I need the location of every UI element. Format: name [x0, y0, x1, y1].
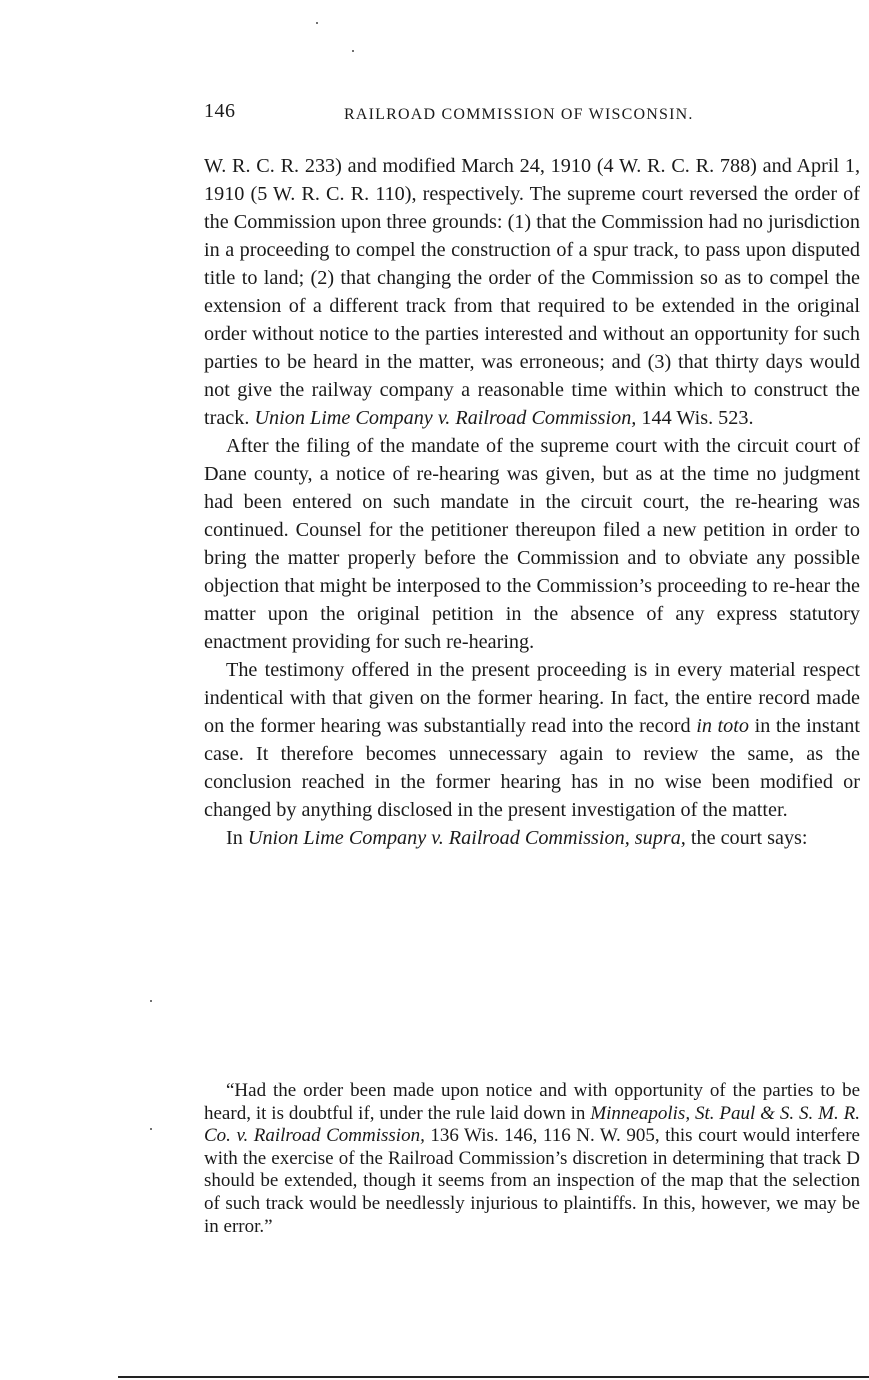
paragraph-2-text: After the filing of the mandate of the supreme court with the circuit court of Dane county, a notice of re-hearing was given, but as at the time no judgment had been entered on such mandate in the circuit court, the re-hearing was continued. Counsel for the petitioner thereupon filed a new petition in order to bring the matter properly before the Commission and to obviate any possible objection that might be interposed to the Commission’s proceeding to re-hear the matter upon the original petition in the absence of any express statutory enactment providing for such re-hearing. — [204, 435, 860, 653]
quote-paragraph — [204, 1080, 860, 1238]
quote-text-b: 136 Wis. 146, 116 N. W. 905, this court would interfere with the exercise of the Railroad Commission’s discretion in determining that track D should be extended, though it seems from an inspection of the map that the selection of such track would be needlessly injurious to plaintiffs. In this, however, we may be in error.” — [204, 1125, 860, 1237]
paragraph-2 — [204, 432, 860, 656]
latin-phrase: in toto — [696, 715, 749, 737]
paragraph-1-text-b: 144 Wis. 523. — [636, 407, 754, 429]
scan-speck — [352, 50, 354, 52]
paragraph-4-text-b: the court says: — [685, 827, 808, 849]
page-header — [204, 100, 724, 130]
paragraph-3 — [204, 656, 860, 824]
case-citation-union-lime: Union Lime Company v. Railroad Commission, — [254, 407, 637, 429]
case-citation-supra: Union Lime Company v. Railroad Commission, supra, — [247, 827, 686, 849]
paragraph-1-text-a: W. R. C. R. 233) and modified March 24, 1910 (4 W. R. C. R. 788) and April 1, 1910 (5 W. R. C. R. 110), respectively. The supreme court reversed the order of the Commission upon three grounds: (1) that the Commission had no jurisdiction in a proceeding to compel the construction of a spur track, to pass upon disputed title to land; (2) that changing the order of the Commission so as to compel the extension of a different track from that required to be extended in the original order without notice to the parties interested and without an opportunity for such parties to be heard in the matter, was erroneous; and (3) that thirty days would not give the railway company a reasonable time within which to construct the track. — [204, 155, 860, 429]
paragraph-3-text-b: in the instant case. It therefore becomes unnecessary again to review the same, as the conclusion reached in the former hearing has in no wise been modified or changed by anything disclosed in the present investigation of the matter. — [204, 715, 860, 821]
case-citation-minneapolis: Minneapolis, St. Paul & S. S. M. R. Co. v. Railroad Commission, — [204, 1102, 860, 1147]
quote-text-a: “Had the order been made upon notice and with opportunity of the parties to be heard, it is doubtful if, under the rule laid down in — [204, 1080, 860, 1124]
scan-speck — [150, 1128, 152, 1130]
scan-speck — [316, 22, 318, 24]
paragraph-4-text-a: In — [226, 827, 248, 849]
page-number: 146 — [204, 100, 236, 122]
paragraph-3-text-a: The testimony offered in the present proceeding is in every material respect indentical with that given on the former hearing. In fact, the entire record made on the former hearing was substantially read into the record — [204, 659, 860, 737]
scan-speck — [150, 1000, 152, 1002]
paragraph-4 — [204, 824, 860, 852]
running-head: RAILROAD COMMISSION OF WISCONSIN. — [344, 106, 694, 123]
block-quote — [204, 1080, 860, 1238]
bottom-rule — [118, 1376, 869, 1378]
body-text — [204, 152, 860, 852]
paragraph-1 — [204, 152, 860, 432]
